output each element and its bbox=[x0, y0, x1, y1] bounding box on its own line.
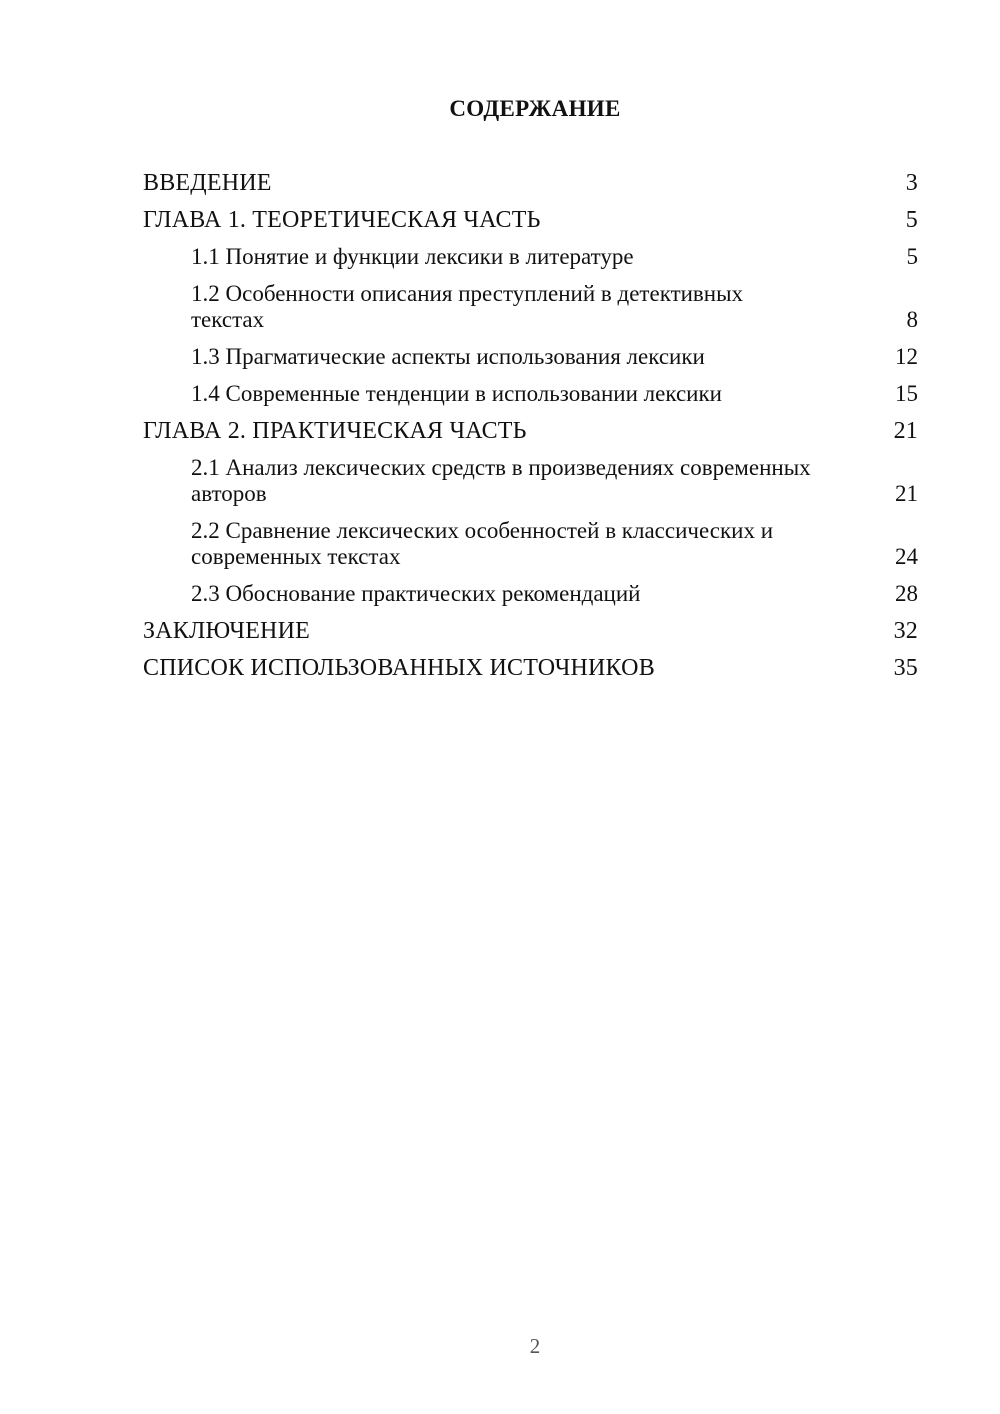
toc-entry-label: ЗАКЛЮЧЕНИЕ bbox=[143, 618, 310, 644]
table-of-contents bbox=[143, 170, 918, 692]
toc-subentry bbox=[143, 381, 918, 407]
toc-entry-page: 5 bbox=[906, 244, 918, 269]
toc-entry-page: 3 bbox=[905, 170, 918, 196]
toc-entry-page: 28 bbox=[895, 581, 918, 606]
toc-entry-label: 2.2 Сравнение лексических особенностей в классических и современных текстах bbox=[191, 518, 773, 569]
toc-entry-label: СПИСОК ИСПОЛЬЗОВАННЫХ ИСТОЧНИКОВ bbox=[143, 655, 655, 681]
toc-entry-page: 15 bbox=[895, 381, 918, 406]
toc-entry-label: 1.4 Современные тенденции в использовании лексики bbox=[191, 381, 722, 406]
page-title: СОДЕРЖАНИЕ bbox=[449, 96, 621, 121]
toc-entry-label: ВВЕДЕНИЕ bbox=[143, 170, 272, 196]
toc-subentry bbox=[143, 244, 918, 270]
toc-subentry bbox=[143, 455, 918, 507]
toc-entry-page: 32 bbox=[893, 618, 918, 644]
toc-entry-label: 2.3 Обоснование практических рекомендаций bbox=[191, 581, 641, 606]
toc-subentry bbox=[143, 281, 918, 333]
toc-entry bbox=[143, 618, 918, 644]
toc-entry-page: 21 bbox=[895, 481, 918, 506]
toc-entry-page: 8 bbox=[906, 307, 918, 332]
toc-entry-page: 35 bbox=[893, 655, 918, 681]
toc-entry-label: 1.1 Понятие и функции лексики в литературе bbox=[191, 244, 634, 269]
toc-subentry bbox=[143, 344, 918, 370]
toc-entry bbox=[143, 655, 918, 681]
toc-entry bbox=[143, 418, 918, 444]
page-number: 2 bbox=[529, 1334, 541, 1358]
toc-entry-label: 1.3 Прагматические аспекты использования лексики bbox=[191, 344, 705, 369]
toc-entry-page: 12 bbox=[895, 344, 918, 369]
toc-entry-page: 5 bbox=[905, 207, 918, 233]
toc-subentry bbox=[143, 581, 918, 607]
toc-entry-label: 1.2 Особенности описания преступлений в детективных текстах bbox=[191, 281, 744, 332]
toc-entry bbox=[143, 207, 918, 233]
toc-entry bbox=[143, 170, 918, 196]
toc-entry-page: 21 bbox=[893, 418, 918, 444]
toc-entry-label: ГЛАВА 2. ПРАКТИЧЕСКАЯ ЧАСТЬ bbox=[143, 418, 527, 444]
toc-entry-label: ГЛАВА 1. ТЕОРЕТИЧЕСКАЯ ЧАСТЬ bbox=[143, 207, 541, 233]
toc-subentry bbox=[143, 518, 918, 570]
toc-entry-page: 24 bbox=[895, 544, 918, 569]
toc-entry-label: 2.1 Анализ лексических средств в произведениях современных авторов bbox=[191, 455, 811, 506]
